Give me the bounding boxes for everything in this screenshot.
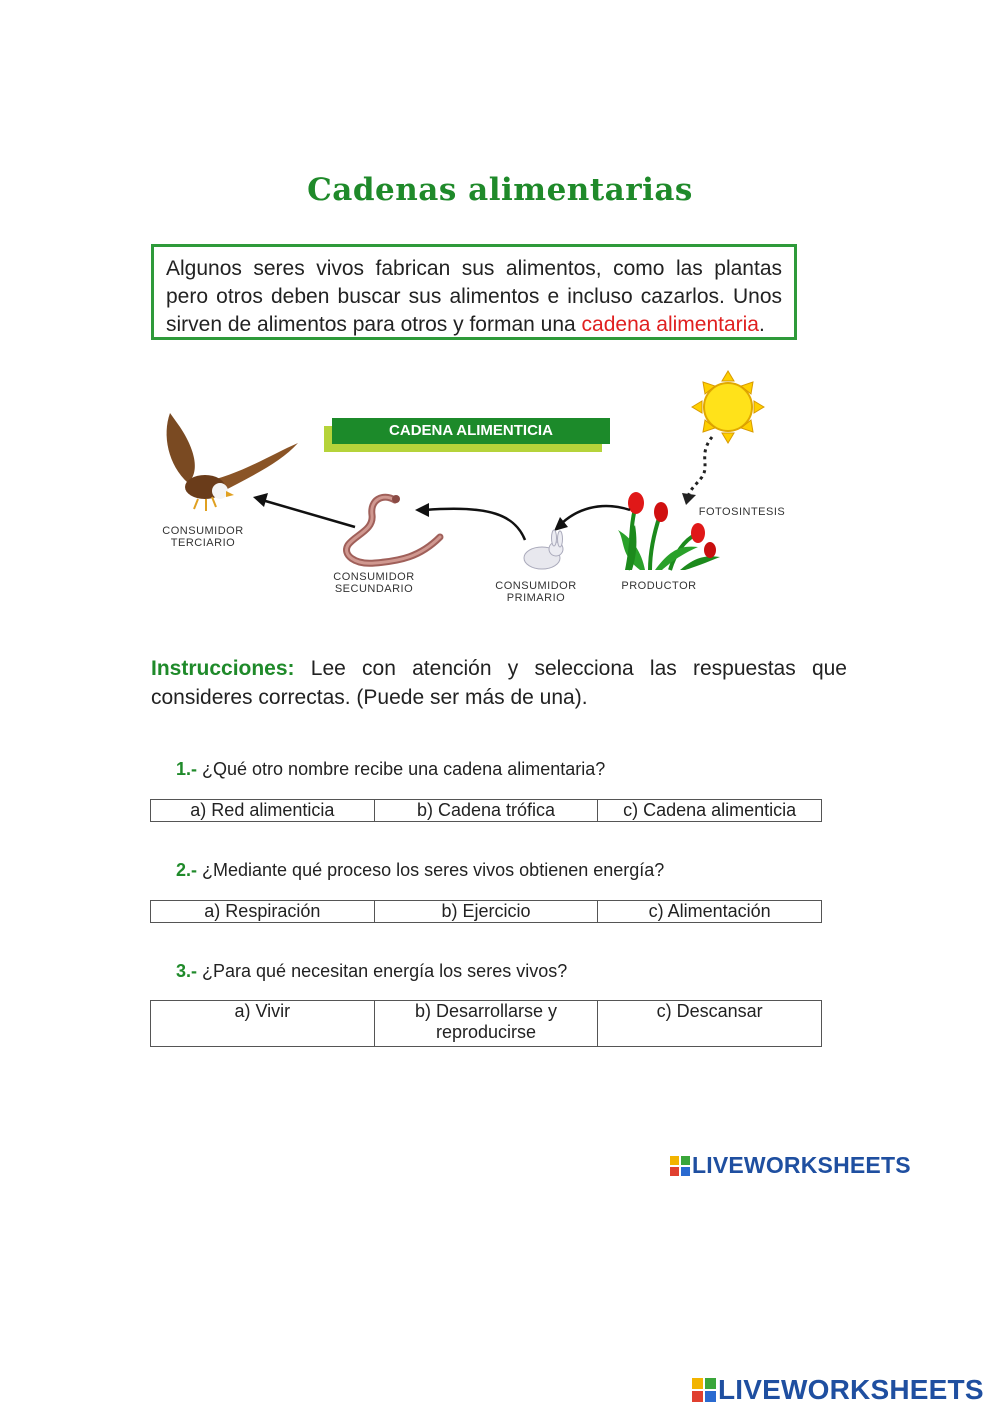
q3-option-b[interactable]: b) Desarrollarse y reproducirse — [374, 1001, 598, 1047]
question-2-options — [150, 900, 822, 923]
question-2 — [176, 860, 664, 881]
arrow-secondary-to-tertiary — [262, 500, 355, 527]
liveworksheets-brand — [670, 1152, 911, 1179]
food-chain-diagram — [150, 365, 800, 610]
instructions-text: Lee con atención y selecciona las respuestas que consideres correctas. (Puede ser más de una). — [151, 657, 847, 709]
plant-icon — [618, 492, 720, 570]
label-tertiary-line2: TERCIARIO — [170, 537, 236, 549]
question-2-text: ¿Mediante qué proceso los seres vivos obtienen energía? — [197, 860, 665, 880]
q1-option-c[interactable]: c) Cadena alimenticia — [598, 800, 822, 822]
label-photosynthesis: FOTOSINTESIS — [698, 506, 786, 518]
label-secondary-line1: CONSUMIDOR — [333, 571, 415, 583]
label-primary-line1: CONSUMIDOR — [495, 580, 577, 592]
q2-option-a[interactable]: a) Respiración — [151, 901, 375, 923]
question-2-number: 2.- — [176, 860, 198, 880]
food-chain-illustration — [150, 365, 800, 610]
question-3-text: ¿Para qué necesitan energía los seres vivos? — [197, 961, 568, 981]
question-3-number: 3.- — [176, 961, 198, 981]
instructions — [151, 654, 847, 712]
q2-option-b[interactable]: b) Ejercicio — [374, 901, 598, 923]
label-secondary-consumer — [328, 571, 420, 595]
intro-text-end: . — [759, 313, 765, 336]
page-title: Cadenas alimentarias — [307, 172, 693, 208]
question-1-number: 1.- — [176, 759, 198, 779]
label-producer: PRODUCTOR — [621, 580, 697, 592]
liveworksheets-name: LIVEWORKSHEETS — [692, 1152, 911, 1178]
eagle-icon — [167, 413, 298, 511]
instructions-label: Instrucciones: — [151, 657, 295, 680]
liveworksheets-footer-brand — [692, 1374, 984, 1406]
q3-option-c[interactable]: c) Descansar — [598, 1001, 822, 1047]
q3-option-a[interactable]: a) Vivir — [151, 1001, 375, 1047]
question-1-text: ¿Qué otro nombre recibe una cadena alimentaria? — [197, 759, 606, 779]
liveworksheets-footer-name: LIVEWORKSHEETS — [718, 1374, 984, 1405]
label-tertiary-consumer — [158, 525, 248, 549]
question-1-options — [150, 799, 822, 822]
question-3 — [176, 961, 567, 982]
intro-highlight: cadena alimentaria — [581, 313, 759, 336]
arrow-producer-to-primary — [560, 506, 630, 525]
q2-option-c[interactable]: c) Alimentación — [598, 901, 822, 923]
intro-text: Algunos seres vivos fabrican sus alimentos, como las plantas pero otros deben buscar sus alimentos e incluso cazarlos. Unos sirven de alimentos para otros y forman una — [166, 257, 782, 336]
q1-option-a[interactable]: a) Red alimenticia — [151, 800, 375, 822]
photosynthesis-arrow — [688, 437, 712, 497]
question-1 — [176, 759, 605, 780]
label-secondary-line2: SECUNDARIO — [334, 583, 414, 595]
intro-box — [151, 244, 797, 340]
rabbit-icon — [524, 530, 563, 569]
liveworksheets-logo-icon — [670, 1156, 690, 1176]
label-primary-line2: PRIMARIO — [506, 592, 566, 604]
label-tertiary-line1: CONSUMIDOR — [162, 525, 244, 537]
sun-icon — [692, 371, 764, 443]
label-primary-consumer — [490, 580, 582, 604]
question-3-options — [150, 1000, 822, 1047]
diagram-banner: CADENA ALIMENTICIA — [332, 418, 610, 444]
liveworksheets-footer-logo-icon — [692, 1378, 716, 1402]
q1-option-b[interactable]: b) Cadena trófica — [374, 800, 598, 822]
